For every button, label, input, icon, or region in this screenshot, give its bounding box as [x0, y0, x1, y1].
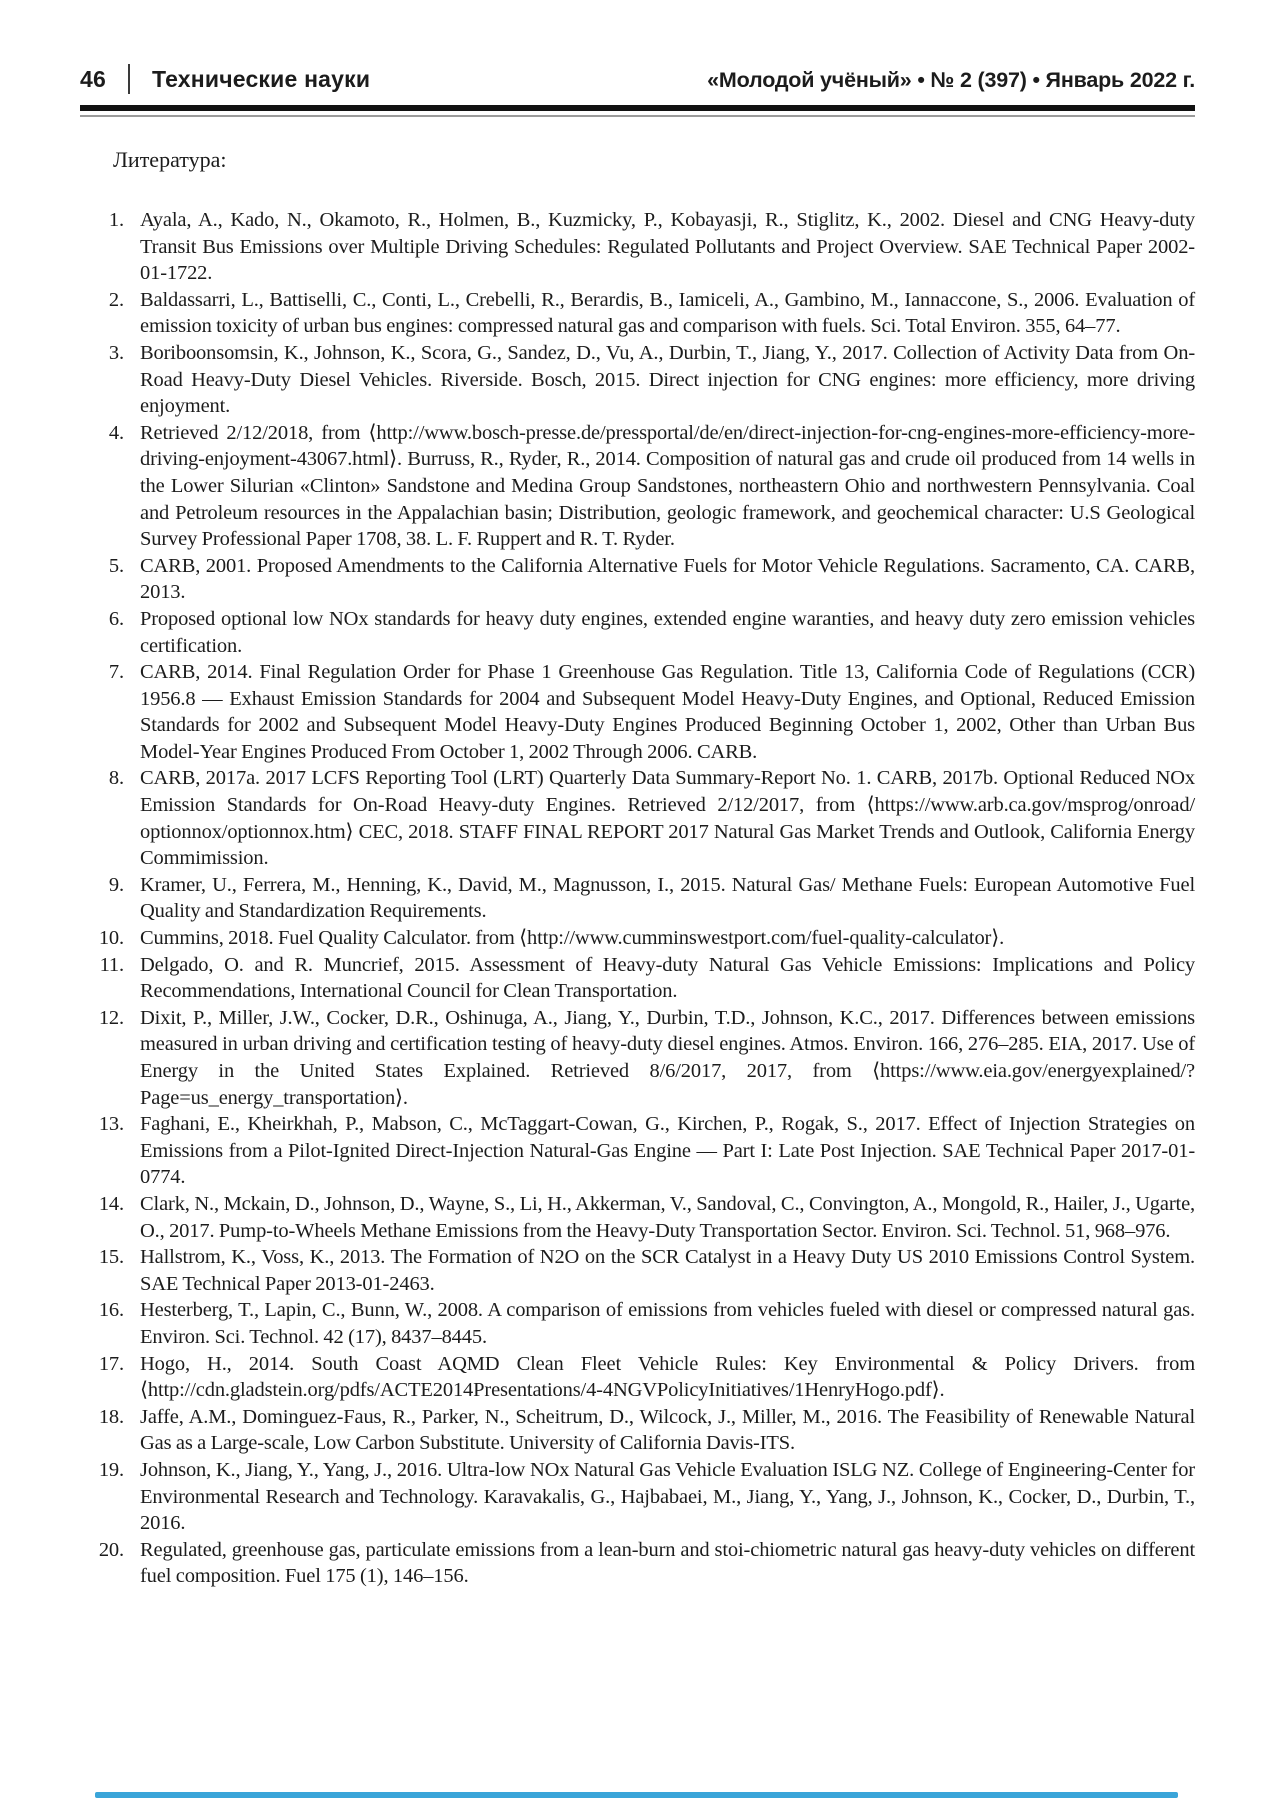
- running-head-left: [80, 64, 370, 94]
- reference-item: [80, 1244, 1195, 1297]
- reference-number: 19.: [98, 1458, 124, 1481]
- reference-number: 2.: [108, 288, 124, 311]
- header-rule-thick: [80, 105, 1195, 111]
- reference-number: 3.: [108, 341, 124, 364]
- reference-text: Hesterberg, T., Lapin, C., Bunn, W., 2008. A comparison of emissions from vehicles fueled with diesel or compressed natural gas. Environ. Sci. Technol. 42 (17), 8437–8445.: [140, 1299, 1195, 1348]
- reference-text: Ayala, A., Kado, N., Okamoto, R., Holmen, B., Kuzmicky, P., Kobayasji, R., Stiglitz, K., 2002. Diesel and CNG Heavy-duty Transit Bus Emissions over Multiple Driving Schedules: Regulated Pollutants and Project Overview. SAE Technical Paper 2002-01-1722.: [140, 209, 1195, 285]
- header-rule-thin: [80, 115, 1195, 117]
- reference-number: 20.: [98, 1538, 124, 1561]
- reference-item: [80, 1537, 1195, 1590]
- reference-item: [80, 1457, 1195, 1537]
- reference-text: Kramer, U., Ferrera, M., Henning, K., David, M., Magnusson, I., 2015. Natural Gas/ Methane Fuels: European Automotive Fuel Quality and Standardization Requirements.: [140, 873, 1195, 923]
- reference-number: 1.: [108, 209, 124, 231]
- reference-item: [80, 340, 1195, 420]
- reference-number: 10.: [98, 927, 124, 950]
- reference-item: [80, 1351, 1195, 1404]
- reference-number: 12.: [98, 1006, 124, 1029]
- reference-text: CARB, 2014. Final Regulation Order for Phase 1 Greenhouse Gas Regulation. Title 13, California Code of Regulations (CCR) 1956.8 — Exhaust Emission Standards for 2004 and Subsequent Model Heavy-Duty Engines, and Optional, Reduced Emission Standards for 2002 and Subsequent Model Heavy-Duty Engines Produced Beginning October 1, 2002, Other than Urban Bus Model-Year Engines Produced From October 1, 2002 Through 2006. CARB.: [140, 661, 1195, 763]
- reference-number: 4.: [108, 421, 124, 444]
- reference-text: Retrieved 2/12/2018, from ⟨http://www.bosch-presse.de/pressportal/de/en/direct-injection-for-cng-engines-more-efficiency-more-driving-enjoyment-43067.html⟩. Burruss, R., Ryder, R., 2014. Composition of natural gas and crude oil produced from 14 wells in the Lower Silurian «Clinton» Sandstone and Medina Group Sandstones, northeastern Ohio and northwestern Pennsylvania. Coal and Petroleum resources in the Appalachian basin; Distribution, geologic framework, and geochemical character: U.S Geological Survey Professional Paper 1708, 38. L. F. Ruppert and R. T. Ryder.: [140, 421, 1195, 551]
- reference-number: 18.: [98, 1405, 124, 1428]
- reference-item: [80, 553, 1195, 606]
- footer-accent-bar: [95, 1792, 1178, 1798]
- reference-text: Dixit, P., Miller, J.W., Cocker, D.R., Oshinuga, A., Jiang, Y., Durbin, T.D., Johnson, K.C., 2017. Differences between emissions measured in urban driving and certification testing of heavy-duty diesel engines. Atmos. Environ. 166, 276–285. EIA, 2017. Use of Energy in the United States Explained. Retrieved 8/6/2017, 2017, from ⟨https://www.eia.gov/energyexplained/?Page=us_energy_transportation⟩.: [140, 1006, 1195, 1109]
- reference-text: CARB, 2001. Proposed Amendments to the California Alternative Fuels for Motor Vehicle Regulations. Sacramento, CA. CARB, 2013.: [140, 554, 1195, 604]
- reference-number: 15.: [98, 1246, 124, 1269]
- reference-text: Hallstrom, K., Voss, K., 2013. The Formation of N2O on the SCR Catalyst in a Heavy Duty US 2010 Emissions Control System. SAE Technical Paper 2013-01-2463.: [140, 1246, 1195, 1295]
- page-number: 46: [80, 65, 106, 92]
- reference-item: [80, 952, 1195, 1005]
- reference-text: Clark, N., Mckain, D., Johnson, D., Wayne, S., Li, H., Akkerman, V., Sandoval, C., Convington, A., Mongold, R., Hailer, J., Ugarte, O., 2017. Pump-to-Wheels Methane Emissions from the Heavy-Duty Transportation Sector. Environ. Sci. Technol. 51, 968–976.: [140, 1192, 1195, 1242]
- reference-text: Cummins, 2018. Fuel Quality Calculator. from ⟨http://www.cumminswestport.com/fuel-quality-calculator⟩.: [140, 927, 1005, 950]
- reference-number: 13.: [98, 1113, 124, 1136]
- header-divider: [128, 64, 130, 94]
- reference-item: [80, 872, 1195, 925]
- reference-item: [80, 1111, 1195, 1191]
- reference-number: 14.: [98, 1192, 124, 1215]
- reference-number: 5.: [108, 554, 124, 577]
- reference-number: 17.: [98, 1352, 124, 1375]
- reference-item: [80, 1191, 1195, 1244]
- reference-item: [80, 420, 1195, 553]
- reference-number: 11.: [99, 953, 124, 976]
- reference-number: 7.: [108, 661, 124, 684]
- reference-text: CARB, 2017a. 2017 LCFS Reporting Tool (LRT) Quarterly Data Summary-Report No. 1. CARB, 2017b. Optional Reduced NOx Emission Standards for On-Road Heavy-duty Engines. Retrieved 2/12/2017, from ⟨https://www.arb.ca.gov/msprog/onroad/ optionnox/optionnox.htm⟩ CEC, 2018. STAFF FINAL REPORT 2017 Natural Gas Market Trends and Outlook, California Energy Commimission.: [140, 767, 1195, 870]
- reference-text: Jaffe, A.M., Dominguez-Faus, R., Parker, N., Scheitrum, D., Wilcock, J., Miller, M., 2016. The Feasibility of Renewable Natural Gas as a Large-scale, Low Carbon Substitute. University of California Davis-ITS.: [140, 1405, 1195, 1455]
- references-list: [80, 207, 1195, 1590]
- reference-text: Faghani, E., Kheirkhah, P., Mabson, C., McTaggart-Cowan, G., Kirchen, P., Rogak, S., 2017. Effect of Injection Strategies on Emissions from a Pilot-Ignited Direct-Injection Natural-Gas Engine — Part I: Late Post Injection. SAE Technical Paper 2017-01-0774.: [140, 1113, 1195, 1189]
- reference-item: [80, 925, 1195, 952]
- reference-number: 6.: [108, 607, 124, 630]
- reference-text: Proposed optional low NOx standards for heavy duty engines, extended engine waranties, and heavy duty zero emission vehicles certification.: [140, 607, 1195, 657]
- reference-number: 16.: [98, 1299, 124, 1322]
- running-head: [80, 64, 1195, 94]
- reference-number: 8.: [108, 767, 124, 790]
- reference-item: [80, 659, 1195, 765]
- journal-title: «Молодой учёный» • № 2 (397) • Январь 2022 г.: [707, 67, 1195, 92]
- reference-number: 9.: [108, 873, 124, 896]
- section-title: Технические науки: [151, 65, 371, 92]
- reference-item: [80, 207, 1195, 287]
- reference-text: Johnson, K., Jiang, Y., Yang, J., 2016. Ultra-low NOx Natural Gas Vehicle Evaluation ISLG NZ. College of Engineering-Center for Environmental Research and Technology. Karavakalis, G., Hajbabaei, M., Jiang, Y., Yang, J., Johnson, K., Cocker, D., Durbin, T., 2016.: [140, 1458, 1195, 1535]
- reference-text: Baldassarri, L., Battiselli, C., Conti, L., Crebelli, R., Berardis, B., Iamiceli, A., Gambino, M., Iannaccone, S., 2006. Evaluation of emission toxicity of urban bus engines: compressed natural gas and comparison with fuels. Sci. Total Environ. 355, 64–77.: [140, 288, 1195, 338]
- reference-item: [80, 606, 1195, 659]
- reference-text: Hogo, H., 2014. South Coast AQMD Clean Fleet Vehicle Rules: Key Environmental & Policy Drivers. from ⟨http://cdn.gladstein.org/pdfs/ACTE2014Presentations/4-4NGVPolicyInitiatives/1HenryHogo.pdf⟩.: [140, 1352, 1195, 1402]
- literature-heading: Литература:: [113, 147, 227, 172]
- reference-text: Regulated, greenhouse gas, particulate emissions from a lean-burn and stoi-chiometric natural gas heavy-duty vehicles on different fuel composition. Fuel 175 (1), 146–156.: [140, 1538, 1195, 1588]
- reference-item: [80, 765, 1195, 871]
- reference-item: [80, 1297, 1195, 1350]
- reference-text: Boriboonsomsin, K., Johnson, K., Scora, G., Sandez, D., Vu, A., Durbin, T., Jiang, Y., 2017. Collection of Activity Data from On-Road Heavy-Duty Diesel Vehicles. Riverside. Bosch, 2015. Direct injection for CNG engines: more efficiency, more driving enjoyment.: [140, 341, 1195, 418]
- reference-text: Delgado, O. and R. Muncrief, 2015. Assessment of Heavy-duty Natural Gas Vehicle Emissions: Implications and Policy Recommendations, International Council for Clean Transportation.: [140, 953, 1195, 1003]
- reference-item: [80, 1005, 1195, 1111]
- reference-item: [80, 287, 1195, 340]
- reference-item: [80, 1404, 1195, 1457]
